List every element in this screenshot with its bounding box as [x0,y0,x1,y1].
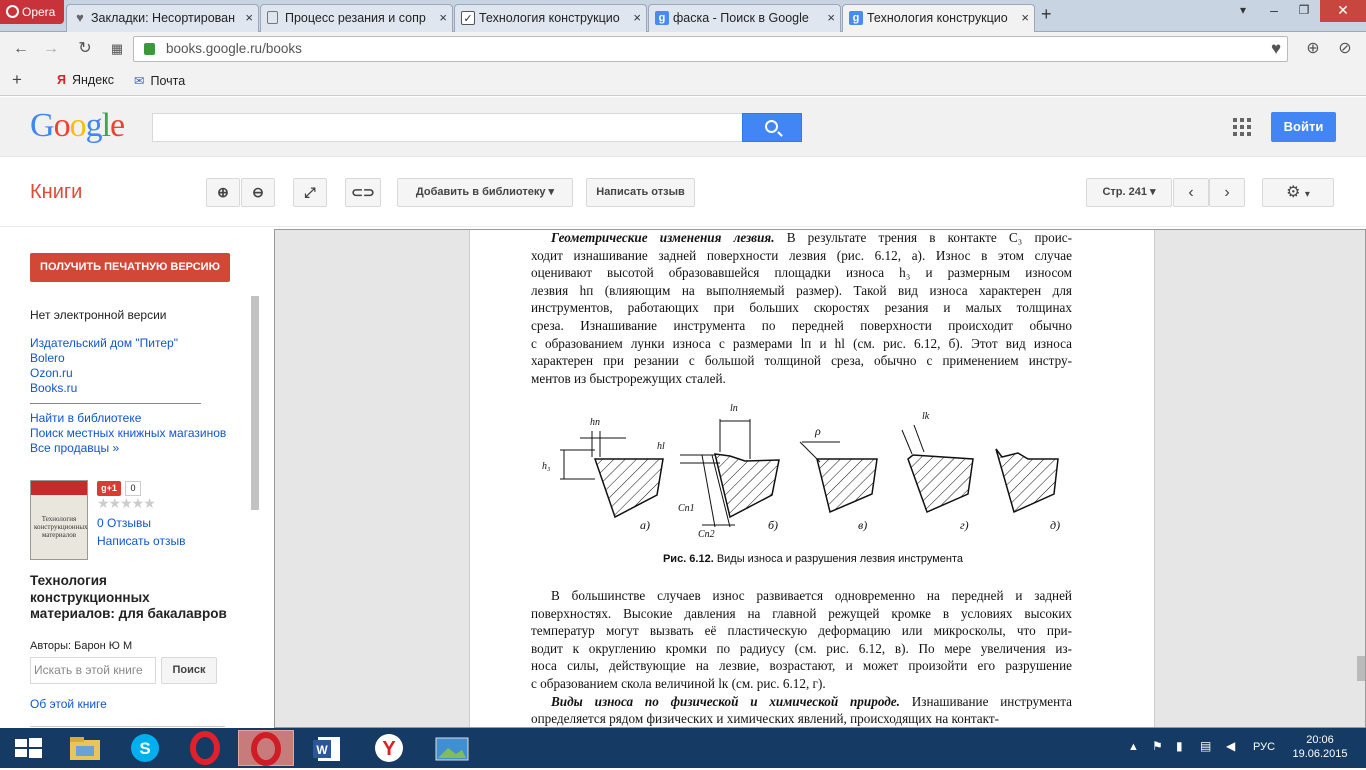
word-icon[interactable] [300,730,356,766]
bookmark-yandex[interactable]: Я Яндекс [57,73,115,87]
fig-dim-hp: hп [590,417,600,428]
fig-dim-hl: hl [657,441,665,452]
add-bookmark-icon[interactable]: + [12,70,22,89]
figure-caption: Рис. 6.12. Виды износа и разрушения лезвия инструмента [662,553,964,565]
page-text-line: инструментов, работающих при больших скоростях резания и малых толщинах [531,300,1072,316]
svg-text:W: W [316,743,328,757]
start-button[interactable] [0,730,56,766]
page-text-line: температур могут вызвать её пластическую деформацию или микросколы, что при- [531,623,1072,639]
book-icon: ✓ [461,11,475,25]
close-tab-icon[interactable]: × [633,10,641,25]
bookmark-heart-icon[interactable]: ♥ [1270,39,1282,58]
windows-taskbar [0,728,1366,768]
zoom-in-icon[interactable]: ⊕ [206,178,240,207]
page-text-line: характерен при резании с большой толщиной среза, обычно с применением инстру- [531,353,1072,369]
page-text-line: В большинстве случаев износ развивается одновременно на передней и задней [551,588,1072,603]
google-search-input[interactable] [152,113,743,142]
fig-dim-lp: lп [730,403,738,414]
fig-dim-cp2: Cп2 [698,529,715,540]
tray-flag-icon[interactable]: ⚑ [1152,739,1163,753]
system-clock[interactable]: 20:06 19.06.2015 [1292,734,1348,760]
fig-label-g: г) [960,518,969,532]
google-icon: g [655,11,669,25]
page-text-line: ментов из быстрорежущих сталей. [531,370,726,386]
page-paragraph-1 [531,229,1072,387]
page-icon [267,11,278,24]
svg-text:S: S [139,739,151,758]
page-text-line: с образованием скола величиной lк (см. рис. 6.12, г). [531,675,826,691]
tab-google-search[interactable]: g фаска - Поиск в Google × [648,4,841,32]
reviews-link[interactable]: 0 Отзывы [97,516,151,530]
write-review-link[interactable]: Написать отзыв [97,534,186,548]
opera-active-icon[interactable] [238,730,294,766]
no-ebook-label: Нет электронной версии [30,308,167,322]
fig-label-b: б) [768,518,779,532]
svg-text:Y: Y [382,738,396,760]
seller-link[interactable]: Books.ru [30,381,78,395]
fig-label-a: а) [640,518,650,532]
wear-figure [540,397,1100,547]
opera-taskbar-icon[interactable] [178,730,234,766]
fig-dim-lk: lk [922,411,930,422]
link-icon[interactable]: ⊂⊃ [345,178,381,207]
all-sellers-link[interactable]: Все продавцы » [30,441,120,455]
reload-icon[interactable]: ↻ [78,40,92,57]
file-explorer-icon[interactable] [58,730,114,766]
yandex-icon: Я [57,73,66,87]
windows-logo-icon [0,730,56,766]
fig-dim-cp1: Cп1 [678,503,695,514]
gplus-button[interactable]: g+1 [97,481,121,496]
page-text-line: носа силы, действующие на лезвие, возрастают, и может произойти его разрушение [531,658,1072,674]
google-search-button[interactable] [742,113,802,142]
page-text-line: оценивают высотой образовавшейся площадки износа h₃ и размерным износом [531,265,1072,281]
photo-viewer-icon[interactable] [424,730,480,766]
fig-label-d: д) [1050,518,1061,532]
gear-icon: ⚙ [1286,184,1301,201]
divider [30,403,201,404]
tray-volume-icon[interactable]: ◀ [1226,739,1236,753]
page-text-line: определяется рядом физических и химических явлений, происходящих на контакт- [531,711,1000,727]
book-authors: Авторы: Барон Ю М [30,640,133,652]
fig-label-v: в) [858,518,868,532]
close-tab-icon[interactable]: × [1021,10,1029,25]
book-title: Технология конструкционных материалов: для бакалавров [30,573,227,621]
apps-grid-icon[interactable] [1233,118,1251,136]
gplus-count: 0 [125,481,141,496]
about-book-link[interactable]: Об этой книге [30,697,107,711]
search-icon [765,120,778,133]
opera-logo-icon [6,5,19,18]
get-print-version-button[interactable]: ПОЛУЧИТЬ ПЕЧАТНУЮ ВЕРСИЮ [30,253,230,282]
address-toolbar [0,32,1366,66]
signin-button[interactable]: Войти [1271,112,1336,142]
tab-menu-icon[interactable]: ▾ [1239,3,1247,17]
minimize-icon[interactable]: – [1270,2,1278,18]
tab-bookmarks[interactable]: ♥ Закладки: Несортирован × [66,4,259,32]
viewer-scrollbar[interactable] [1357,656,1365,681]
page-paragraph-2 [531,587,1072,728]
page-text-line: лезвия hп (влияющим на выполняемый размер). Такой вид износа характерен для [531,282,1072,298]
settings-button[interactable] [1262,178,1334,207]
prev-page-icon[interactable]: ‹ [1173,178,1209,207]
speed-dial-icon[interactable]: ▦ [110,41,124,56]
tray-arrow-icon[interactable]: ▲ [1128,741,1139,753]
page-text-line: Виды износа по физической и химической природе. Изнашивание инструмента [551,693,1072,709]
close-window-icon[interactable]: ✕ [1320,0,1366,22]
forward-icon[interactable]: → [43,40,59,57]
page-text-line: ходит изнашивание задней поверхности лезвия (рис. 6.12, а). Износ в этом случае [531,247,1072,263]
book-cover[interactable]: Технология конструкционных материалов [30,480,88,560]
sidebar-scrollbar[interactable] [251,296,259,510]
fullscreen-icon[interactable]: ⤢ [293,178,327,207]
close-tab-icon[interactable]: × [439,10,447,25]
close-tab-icon[interactable]: × [245,10,253,25]
tray-network-icon[interactable]: ▤ [1200,739,1212,753]
tab-cutting-process[interactable]: Процесс резания и сопр × [260,4,453,32]
bookmark-mail[interactable]: ✉ Почта [134,74,186,88]
input-language[interactable]: РУС [1253,741,1276,753]
divider [30,726,225,727]
rating-stars: ★★★★★ [97,495,155,511]
dropdown-arrow-icon: ▾ [548,186,555,198]
address-field[interactable]: books.google.ru/books [133,36,1288,62]
skype-icon[interactable] [118,730,174,766]
in-book-search-input[interactable]: Искать в этой книге [30,657,156,684]
seller-link[interactable]: Ozon.ru [30,366,73,380]
seller-link[interactable]: Издательский дом "Питер" [30,336,178,350]
book-viewer[interactable] [274,229,1366,728]
secure-lock-icon [144,43,155,55]
next-page-icon[interactable]: › [1209,178,1245,207]
tab-tech-book[interactable]: ✓ Технология конструкцио × [454,4,647,32]
fig-dim-rho: ρ [815,424,821,438]
fig-dim-h3: h₃ [542,461,551,472]
dropdown-arrow-icon: ▾ [1304,189,1310,200]
google-icon: g [849,11,863,25]
book-page [469,229,1155,728]
close-tab-icon[interactable]: × [827,10,835,25]
opera-menu-button[interactable]: Opera [0,0,64,24]
tray-battery-icon[interactable]: ▮ [1176,739,1183,753]
page-text-line: поверхностях. Высокие давления на главной режущей кромке в условиях высоких [531,605,1072,621]
page-text-line: с образованием лунки износа с размерами lп и hl (см. рис. 6.12, б). Этот вид износа [531,335,1072,351]
download-icon[interactable]: ⊕ [1306,40,1320,57]
browser-tab-strip [0,0,1366,32]
find-library-link[interactable]: Найти в библиотеке [30,411,142,425]
dropdown-arrow-icon: ▾ [1150,186,1156,198]
new-tab-button[interactable]: + [1041,4,1052,24]
page-text-line: Геометрические изменения лезвия. В результате трения в контакте C₃ проис- [551,230,1072,245]
page-text-line: водит к округлению кромки по радиусу (см. рис. 6.12, в). По мере увеличения из- [531,640,1072,656]
restore-icon[interactable]: ❐ [1298,3,1310,17]
books-brand[interactable]: Книги [30,181,83,203]
in-book-search-button[interactable]: Поиск [161,657,217,684]
book-sidebar [0,228,273,728]
mail-icon: ✉ [134,74,145,88]
page-text-line: среза. Изнашивание инструмента по передней поверхности происходит обычно [531,317,1072,333]
google-logo[interactable]: Google [30,107,125,144]
seller-link[interactable]: Bolero [30,351,65,365]
page-select-dropdown[interactable]: Стр. 241 ▾ [1086,178,1172,207]
local-stores-link[interactable]: Поиск местных книжных магазинов [30,426,227,440]
back-icon[interactable]: ← [13,40,29,57]
zoom-out-icon[interactable]: ⊖ [241,178,275,207]
google-header [0,97,1366,157]
bookmarks-bar [0,66,1366,96]
add-to-library-button[interactable]: Добавить в библиотеку ▾ [397,178,573,207]
speed-icon[interactable]: ⊘ [1338,40,1352,57]
tab-google-books[interactable]: g Технология конструкцио × [842,4,1035,33]
write-review-button[interactable]: Написать отзыв [586,178,695,207]
heart-icon: ♥ [76,10,84,25]
yandex-browser-icon[interactable] [362,730,418,766]
books-toolbar [0,157,1366,227]
